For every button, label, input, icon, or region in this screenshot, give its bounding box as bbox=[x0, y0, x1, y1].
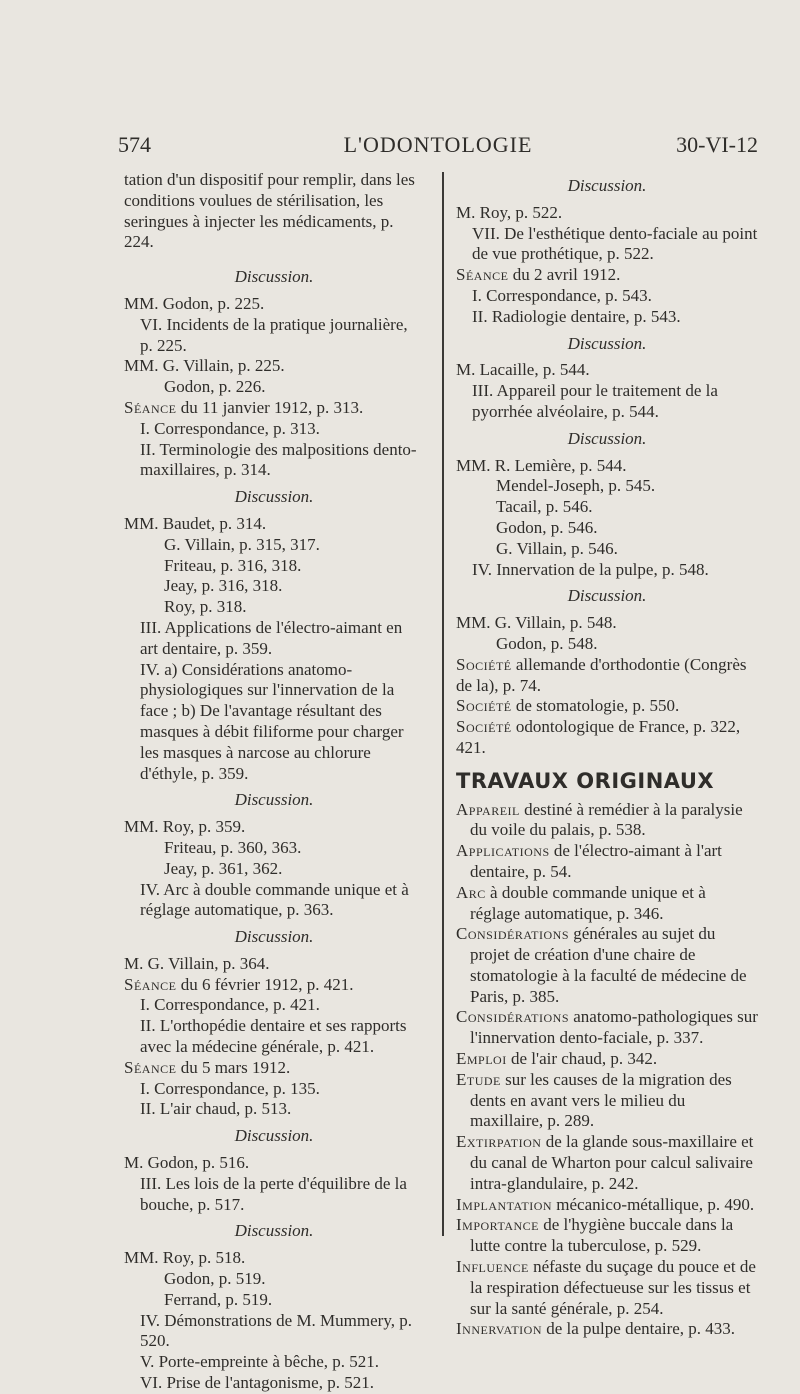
numbered-item: I. Correspondance, p. 313. bbox=[140, 418, 320, 438]
participant-line: Friteau, p. 316, 318. bbox=[164, 555, 302, 575]
entry-keyword: Séance bbox=[124, 974, 177, 994]
entry-line: MM. G. Villain, p. 548. bbox=[456, 613, 617, 633]
numbered-item: VI. Incidents de la pratique journalière, p. 225. bbox=[140, 314, 408, 355]
participant-line: Godon, p. 548. bbox=[496, 633, 598, 653]
session-heading bbox=[124, 398, 424, 419]
entry-text: à double commande unique et à réglage automatique, p. 346. bbox=[470, 882, 706, 923]
entry-keyword: Applications bbox=[456, 841, 550, 861]
discussion-heading: Discussion. bbox=[234, 927, 314, 947]
entry-text: anatomo-pathologiques sur l'innervation dento-faciale, p. 337. bbox=[470, 1007, 758, 1048]
left-column bbox=[124, 170, 424, 1394]
entry-line: M. Roy, p. 522. bbox=[456, 202, 563, 222]
entry-text: destiné à remédier à la paralysie du voile du palais, p. 538. bbox=[470, 799, 743, 840]
numbered-item: II. Terminologie des malpositions dento-maxillaires, p. 314. bbox=[140, 439, 417, 480]
entry-keyword: Séance bbox=[456, 265, 509, 285]
participant-line: Mendel-Joseph, p. 545. bbox=[496, 476, 656, 496]
participant-line: Jeay, p. 316, 318. bbox=[164, 576, 283, 596]
session-heading bbox=[456, 696, 758, 717]
participant-line: Godon, p. 519. bbox=[164, 1269, 266, 1289]
numbered-item: I. Correspondance, p. 135. bbox=[140, 1078, 320, 1098]
numbered-item: IV. Innervation de la pulpe, p. 548. bbox=[472, 559, 709, 579]
index-entry bbox=[456, 1319, 758, 1340]
journal-title: L'ODONTOLOGIE bbox=[343, 132, 533, 157]
entry-text: de l'hygiène buccale dans la lutte contre la tuberculose, p. 529. bbox=[470, 1215, 734, 1256]
numbered-item: VI. Prise de l'antagonisme, p. 521. bbox=[140, 1373, 374, 1393]
page-number: 574 bbox=[118, 132, 151, 157]
discussion-heading: Discussion. bbox=[234, 487, 314, 507]
discussion-heading: Discussion. bbox=[234, 1126, 314, 1146]
entry-keyword: Extirpation bbox=[456, 1132, 542, 1152]
numbered-item: I. Correspondance, p. 421. bbox=[140, 995, 320, 1015]
numbered-item: III. Appareil pour le traitement de la pyorrhée alvéolaire, p. 544. bbox=[472, 381, 718, 421]
participant-line: Godon, p. 226. bbox=[164, 377, 266, 397]
numbered-item: I. Correspondance, p. 543. bbox=[472, 285, 652, 305]
entry-line: M. Godon, p. 516. bbox=[124, 1153, 250, 1173]
index-entry bbox=[456, 924, 758, 1007]
entry-text: allemande d'orthodontie (Congrès de la), p. 74. bbox=[456, 654, 747, 695]
entry-text: de stomatologie, p. 550. bbox=[511, 696, 680, 716]
entry-text: du 11 janvier 1912, p. 313. bbox=[176, 397, 364, 417]
spacer bbox=[124, 253, 424, 261]
entry-keyword: Séance bbox=[124, 397, 177, 417]
participant-line: Roy, p. 318. bbox=[164, 597, 247, 617]
entry-keyword: Influence bbox=[456, 1257, 529, 1277]
index-entry bbox=[456, 800, 758, 842]
entry-text: du 6 février 1912, p. 421. bbox=[176, 974, 354, 994]
numbered-item: IV. Démonstrations de M. Mummery, p. 520. bbox=[140, 1310, 412, 1351]
discussion-heading: Discussion. bbox=[567, 333, 647, 353]
numbered-item: III. Les lois de la perte d'équilibre de la bouche, p. 517. bbox=[140, 1173, 407, 1214]
entry-text: générales au sujet du projet de création d'une chaire de stomatologie à la faculté de médecine de Paris, p. 385. bbox=[470, 924, 747, 1006]
numbered-item: II. Radiologie dentaire, p. 543. bbox=[472, 306, 681, 326]
entry-keyword: Implantation bbox=[456, 1194, 553, 1214]
entry-keyword: Société bbox=[456, 696, 512, 716]
entry-keyword: Emploi bbox=[456, 1049, 507, 1069]
numbered-item: IV. Arc à double commande unique et à réglage automatique, p. 363. bbox=[140, 879, 409, 920]
participant-line: G. Villain, p. 546. bbox=[496, 538, 618, 558]
index-entry bbox=[456, 1007, 758, 1049]
entry-keyword: Société bbox=[456, 717, 512, 737]
entry-text: de la pulpe dentaire, p. 433. bbox=[541, 1319, 736, 1339]
entry-keyword: Appareil bbox=[456, 799, 520, 819]
participant-line: Jeay, p. 361, 362. bbox=[164, 858, 283, 878]
entry-text: de la glande sous-maxillaire et du canal de Wharton pour calcul salivaire intra-glandulaire, p. 242. bbox=[470, 1132, 754, 1193]
participant-line: Godon, p. 546. bbox=[496, 517, 598, 537]
session-heading bbox=[124, 1058, 424, 1079]
discussion-heading: Discussion. bbox=[234, 1221, 314, 1241]
entry-text: néfaste du suçage du pouce et de la respiration défectueuse sur les tissus et sur la santé générale, p. 254. bbox=[470, 1257, 756, 1318]
participant-line: Ferrand, p. 519. bbox=[164, 1289, 273, 1309]
entry-text: sur les causes de la migration des dents en avant vers le milieu du maxillaire, p. 289. bbox=[470, 1069, 732, 1131]
index-entry bbox=[456, 1195, 758, 1216]
session-heading bbox=[456, 265, 758, 286]
entry-text: du 2 avril 1912. bbox=[508, 265, 621, 285]
entry-line: MM. G. Villain, p. 225. bbox=[124, 356, 285, 376]
index-entry bbox=[456, 1257, 758, 1319]
entry-line: MM. R. Lemière, p. 544. bbox=[456, 455, 627, 475]
entry-line: MM. Roy, p. 359. bbox=[124, 817, 246, 837]
entry-keyword: Société bbox=[456, 654, 512, 674]
issue-date: 30-VI-12 bbox=[676, 132, 758, 157]
entry-line: M. G. Villain, p. 364. bbox=[124, 953, 270, 973]
entry-line: MM. Roy, p. 518. bbox=[124, 1248, 246, 1268]
entry-keyword: Etude bbox=[456, 1069, 501, 1089]
numbered-item: III. Applications de l'électro-aimant en art dentaire, p. 359. bbox=[140, 617, 403, 658]
index-entry bbox=[456, 841, 758, 883]
entry-keyword: Considérations bbox=[456, 1007, 570, 1027]
entry-text: de l'air chaud, p. 342. bbox=[506, 1049, 658, 1069]
section-heading: TRAVAUX ORIGINAUX bbox=[456, 768, 715, 793]
entry-text: du 5 mars 1912. bbox=[176, 1057, 291, 1077]
running-header bbox=[118, 132, 758, 162]
entry-line: M. Lacaille, p. 544. bbox=[456, 360, 590, 380]
entry-line: MM. Godon, p. 225. bbox=[124, 293, 265, 313]
participant-line: G. Villain, p. 315, 317. bbox=[164, 534, 320, 554]
discussion-heading: Discussion. bbox=[234, 790, 314, 810]
participant-line: Friteau, p. 360, 363. bbox=[164, 837, 302, 857]
entry-line: MM. Baudet, p. 314. bbox=[124, 513, 267, 533]
entry-keyword: Séance bbox=[124, 1057, 177, 1077]
entry-keyword: Arc bbox=[456, 882, 486, 902]
session-heading bbox=[456, 717, 758, 759]
entry-text: odontologique de France, p. 322, 421. bbox=[456, 717, 741, 757]
column-divider bbox=[442, 172, 444, 1236]
numbered-item: IV. a) Considérations anatomo-physiologiques sur l'innervation de la face ; b) De l'avantage résultant des masques à débit filiforme pour charger les masques à narcose au chlorure d'éthyle, p. 359. bbox=[140, 659, 404, 783]
numbered-item: V. Porte-empreinte à bêche, p. 521. bbox=[140, 1352, 380, 1372]
session-heading bbox=[456, 655, 758, 697]
index-entry bbox=[456, 1049, 758, 1070]
entry-line: tation d'un dispositif pour remplir, dans les conditions voulues de stérilisation, les seringues à injecter les médicaments, p. 224. bbox=[124, 170, 415, 252]
session-heading bbox=[124, 975, 424, 996]
right-column bbox=[456, 170, 758, 1340]
entry-keyword: Innervation bbox=[456, 1319, 542, 1339]
index-entry bbox=[456, 1070, 758, 1132]
discussion-heading: Discussion. bbox=[567, 428, 647, 448]
discussion-heading: Discussion. bbox=[234, 267, 314, 287]
index-entry bbox=[456, 1132, 758, 1194]
discussion-heading: Discussion. bbox=[567, 176, 647, 195]
index-entry bbox=[456, 1215, 758, 1257]
participant-line: Tacail, p. 546. bbox=[496, 497, 593, 517]
numbered-item: II. L'orthopédie dentaire et ses rapports avec la médecine générale, p. 421. bbox=[140, 1016, 407, 1057]
numbered-item: II. L'air chaud, p. 513. bbox=[140, 1099, 292, 1119]
discussion-heading: Discussion. bbox=[567, 586, 647, 606]
entry-keyword: Considérations bbox=[456, 924, 570, 944]
numbered-item: VII. De l'esthétique dento-faciale au point de vue prothétique, p. 522. bbox=[472, 223, 758, 264]
entry-text: de l'électro-aimant à l'art dentaire, p. 54. bbox=[470, 841, 722, 881]
index-entry bbox=[456, 883, 758, 925]
entry-text: mécanico-métallique, p. 490. bbox=[552, 1194, 755, 1214]
entry-keyword: Importance bbox=[456, 1215, 539, 1235]
